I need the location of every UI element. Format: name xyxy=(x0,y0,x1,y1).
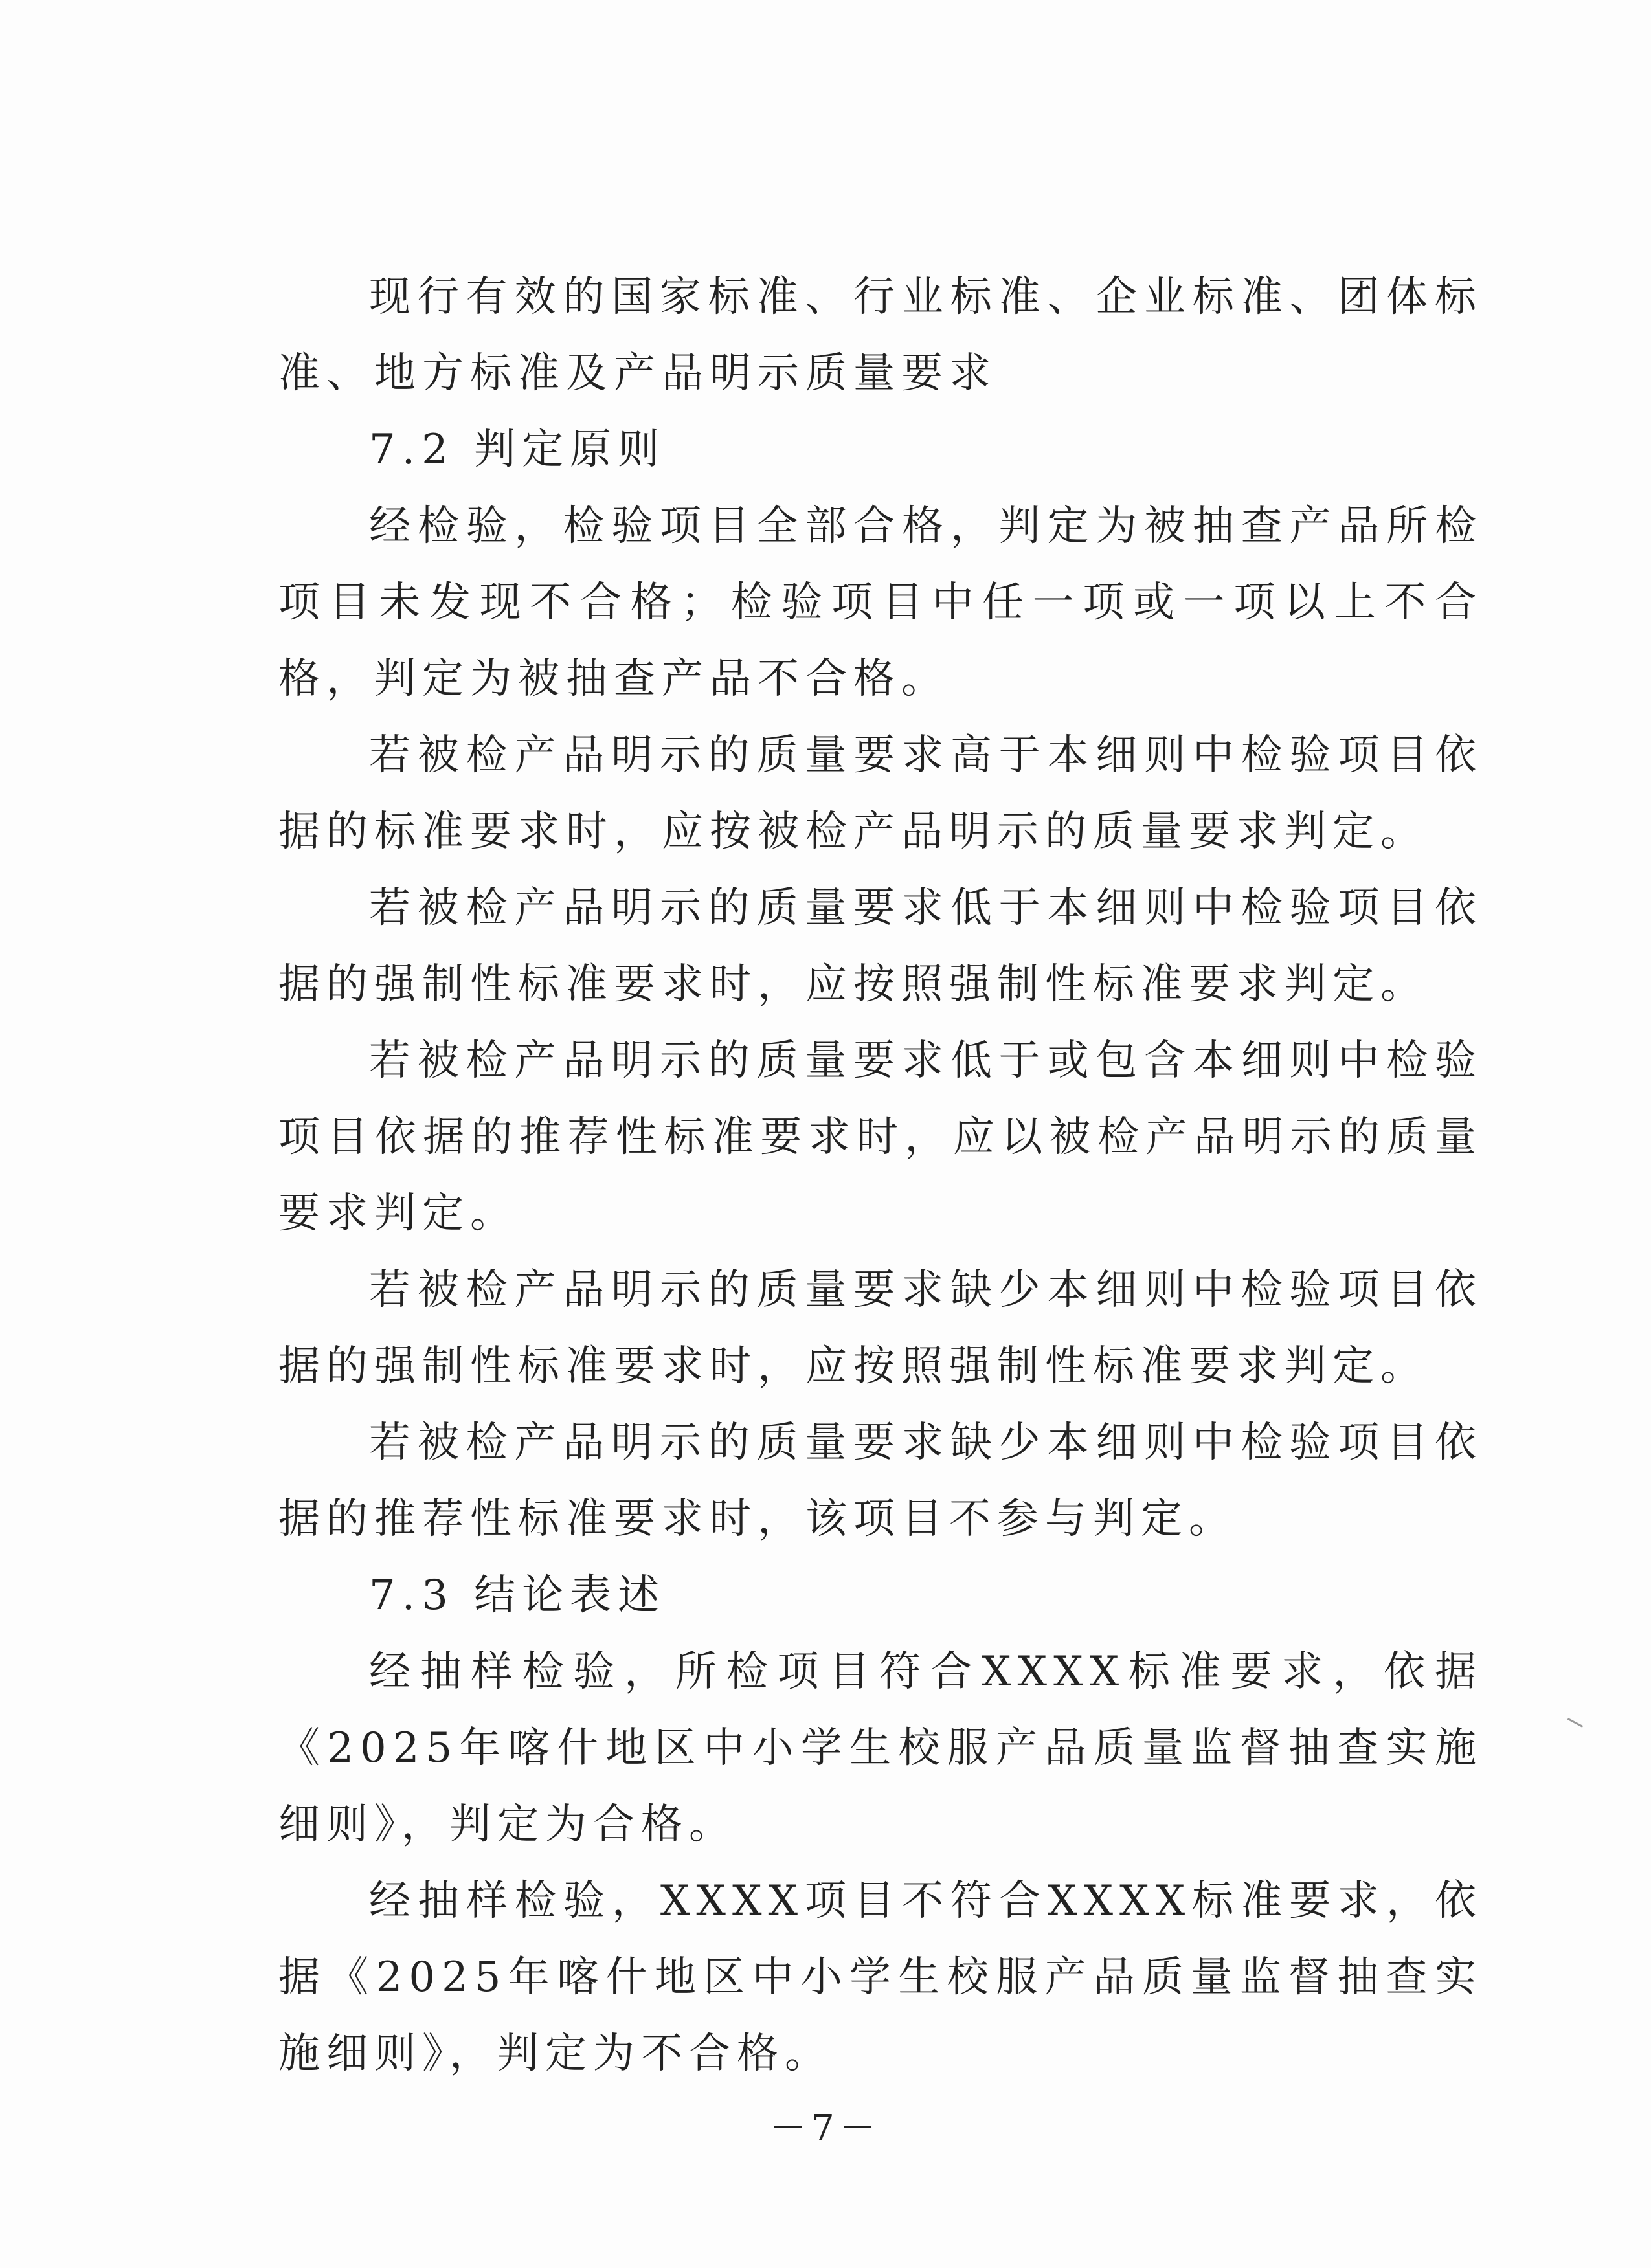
paragraph-conclusion-fail: 经抽样检验，XXXX项目不符合XXXX标准要求，依据《2025年喀什地区中小学生校服产品质量监督抽查实施细则》，判定为不合格。 xyxy=(278,1877,1483,2078)
paragraph-judgment-rule: 经检验，检验项目全部合格，判定为被抽查产品所检项目未发现不合格；检验项目中任一项或一项以上不合格，判定为被抽查产品不合格。 xyxy=(278,502,1483,703)
paragraph-conclusion-pass: 经抽样检验，所检项目符合XXXX标准要求，依据《2025年喀什地区中小学生校服产品质量监督抽查实施细则》，判定为合格。 xyxy=(278,1648,1483,1849)
document-body xyxy=(278,259,1483,2092)
scan-artifact-mark xyxy=(1567,1718,1583,1728)
page-number: －7－ xyxy=(770,2107,881,2150)
paragraph-standards: 现行有效的国家标准、行业标准、企业标准、团体标准、地方标准及产品明示质量要求 xyxy=(278,273,1483,397)
paragraph-lower-recommended: 若被检产品明示的质量要求低于或包含本细则中检验项目依据的推荐性标准要求时，应以被检产品明示的质量要求判定。 xyxy=(278,1037,1483,1238)
section-heading-7-3: 7.3 结论表述 xyxy=(369,1572,666,1619)
paragraph-missing-recommended: 若被检产品明示的质量要求缺少本细则中检验项目依据的推荐性标准要求时，该项目不参与判定。 xyxy=(278,1419,1483,1543)
paragraph-missing-mandatory: 若被检产品明示的质量要求缺少本细则中检验项目依据的强制性标准要求时，应按照强制性标准要求判定。 xyxy=(278,1266,1483,1390)
section-heading-7-2: 7.2 判定原则 xyxy=(369,426,666,474)
paragraph-higher-requirement: 若被检产品明示的质量要求高于本细则中检验项目依据的标准要求时，应按被检产品明示的质量要求判定。 xyxy=(278,731,1483,856)
paragraph-lower-mandatory: 若被检产品明示的质量要求低于本细则中检验项目依据的强制性标准要求时，应按照强制性标准要求判定。 xyxy=(278,884,1483,1008)
